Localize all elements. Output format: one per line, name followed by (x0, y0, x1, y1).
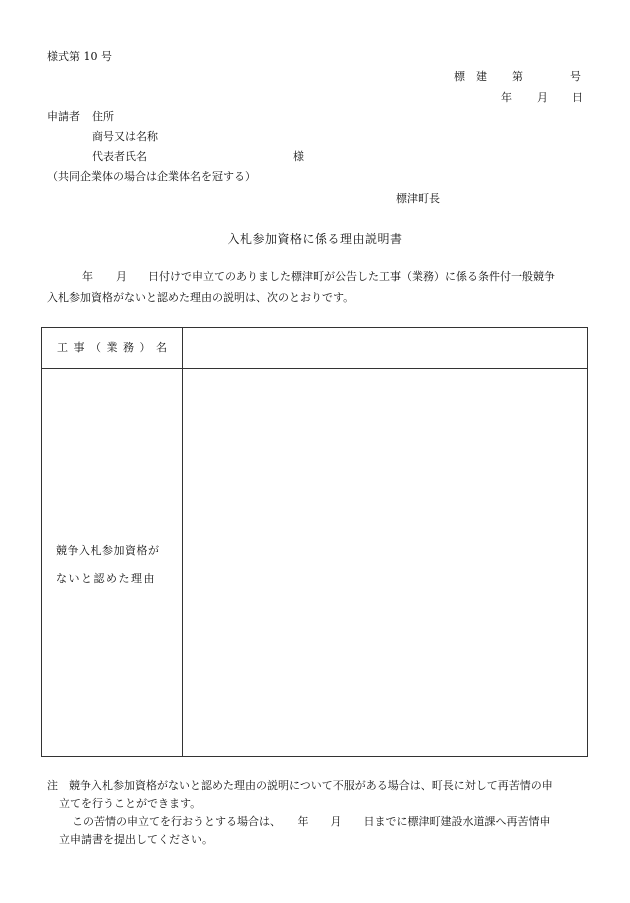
reason-table (41, 327, 588, 757)
reason-field[interactable] (183, 369, 587, 756)
note-line-3: この苦情の申立てを行おうとする場合は、 年 月 日までに標津町建設水道課へ再苦情申 (72, 815, 551, 828)
company-name-label: 商号又は名称 (92, 130, 158, 143)
work-name-label: 工 事 （ 業 務 ） 名 (57, 341, 168, 354)
address-label: 住所 (92, 110, 114, 123)
date-day: 日 (572, 91, 583, 104)
ref-part: 号 (570, 70, 581, 83)
reason-label-line-2: ないと認めた理由 (56, 572, 156, 585)
representative-label: 代表者氏名 (92, 150, 147, 163)
ref-part: 第 (512, 70, 523, 83)
recipient-mayor: 標津町長 (396, 192, 440, 205)
reference-number (454, 71, 581, 82)
issue-date (501, 92, 583, 103)
document-title: 入札参加資格に係る理由説明書 (227, 232, 403, 246)
work-name-field[interactable] (183, 328, 587, 368)
body-line-2: 入札参加資格がないと認めた理由の説明は、次のとおりです。 (47, 291, 355, 304)
date-year: 年 (501, 91, 512, 104)
form-number: 様式第 10 号 (47, 50, 112, 63)
date-month: 月 (537, 91, 548, 104)
body-year: 年 (82, 270, 93, 283)
joint-venture-note: （共同企業体の場合は企業体名を冠する） (47, 170, 256, 183)
note-line-4: 立申請書を提出してください。 (59, 833, 213, 846)
body-line-1-text: 日付けで申立てのありました標津町が公告した工事（業務）に係る条件付一般競争 (148, 270, 555, 283)
ref-part: 建 (476, 70, 487, 83)
applicant-label: 申請者 (47, 110, 80, 123)
ref-part: 標 (454, 70, 465, 83)
body-month: 月 (116, 270, 127, 283)
honorific-sama: 様 (293, 150, 304, 163)
body-line-1 (82, 271, 555, 282)
note-line-1: 注 競争入札参加資格がないと認めた理由の説明について不服がある場合は、町長に対して再苦情の申 (47, 779, 553, 792)
note-line-2: 立てを行うことができます。 (59, 797, 202, 810)
reason-label-line-1: 競争入札参加資格が (56, 544, 160, 557)
